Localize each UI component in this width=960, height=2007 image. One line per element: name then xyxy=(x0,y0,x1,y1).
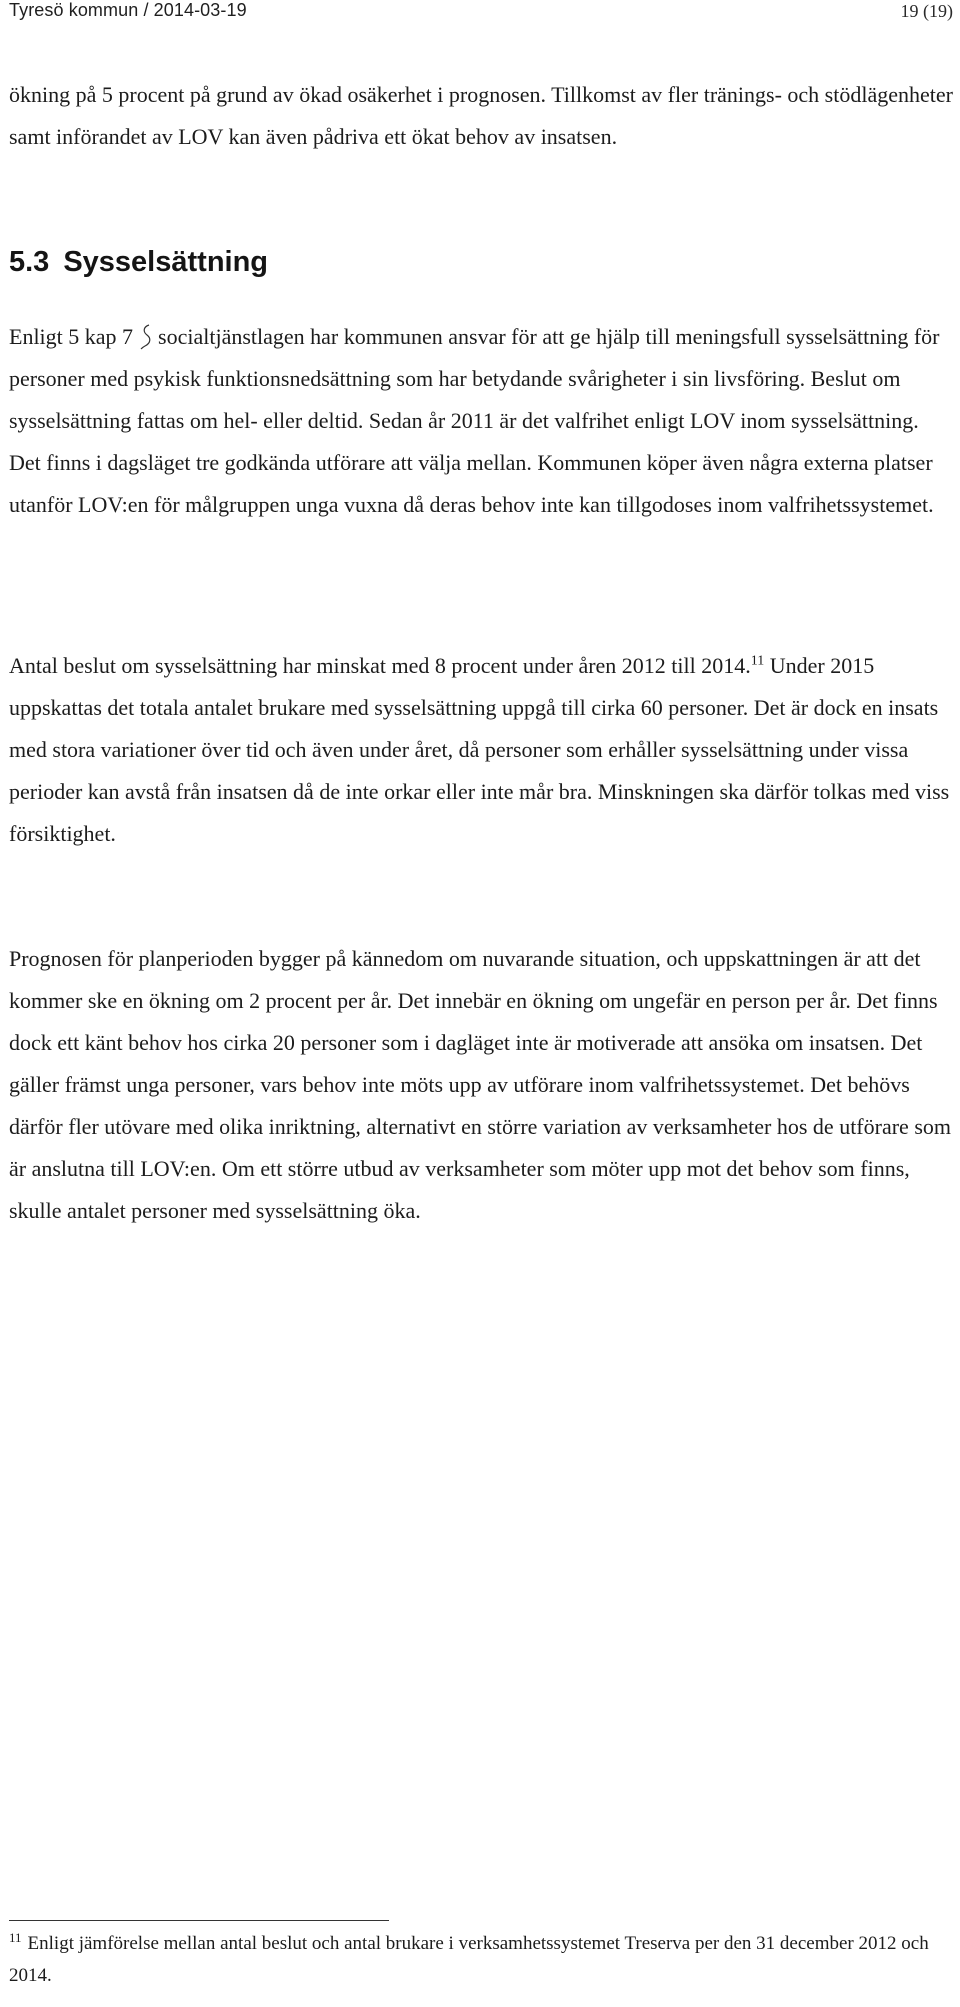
footnote-divider xyxy=(9,1920,389,1921)
paragraph-forecast: Prognosen för planperioden bygger på kännedom om nuvarande situation, och uppskattningen är att det kommer ske en ökning om 2 procent per år. Det innebär en ökning om ungefär en person per år. Det finns dock ett känt behov hos cirka 20 personer som i dagläget inte är motiverade att ansöka om insatsen. Det gäller främst unga personer, vars behov inte möts upp av utförare inom valfrihetssystemet. Det behövs därför fler utövare med olika inriktning, alternativt en större variation av verksamheter hos de utförare som är anslutna till LOV:en. Om ett större utbud av verksamheter som möter upp mot det behov som finns, skulle antalet personer med sysselsättning öka. xyxy=(9,946,951,1223)
footnote xyxy=(9,1928,953,1992)
section-heading xyxy=(9,246,268,279)
section-title: Sysselsättning xyxy=(63,246,269,278)
footnote-reference[interactable]: 11 xyxy=(750,653,765,669)
paragraph-text-part: socialtjänstlagen har kommunen ansvar för att ge hjälp till meningsfull sysselsättning för personer med psykisk funktionsnedsättning som har betydande svårigheter i sin livsföring. Beslut om sysselsättning fattas om hel- eller deltid. Sedan år 2011 är det valfrihet enligt LOV inom sysselsättning. Det finns i dagsläget tre godkända utförare att välja mellan. Kommunen köper även några externa platser utanför LOV:en för målgruppen unga vuxna då deras behov inte kan tillgodoses inom valfrihetssystemet. xyxy=(9,324,940,517)
paragraph-text-part: Enligt 5 kap 7 xyxy=(9,324,134,349)
paragraph-intro: ökning på 5 procent på grund av ökad osäkerhet i prognosen. Tillkomst av fler tränings- och stödlägenheter samt införandet av LOV kan även pådriva ett ökat behov av insatsen. xyxy=(9,82,953,149)
paragraph-text-part: Antal beslut om sysselsättning har minskat med 8 procent under åren 2012 till 2014. xyxy=(9,653,751,678)
paragraph-decision-count xyxy=(9,645,953,855)
paragraph-text-part: Under 2015 uppskattas det totala antalet brukare med sysselsättning uppgå till cirka 60 personer. Det är dock en insats med stora variationer över tid och även under året, då personer som erhåller sysselsättning under vissa perioder kan avstå från insatsen då de inte orkar eller inte mår bra. Minskningen ska därför tolkas med viss försiktighet. xyxy=(9,653,950,846)
section-number: 5.3 xyxy=(9,246,50,278)
page-header xyxy=(9,0,953,30)
paragraph-legal-basis xyxy=(9,316,953,526)
header-org-date: Tyresö kommun / 2014-03-19 xyxy=(9,0,247,20)
footnote-text: Enligt jämförelse mellan antal beslut och antal brukare i verksamhetssystemet Treserva per den 31 december 2012 och 2014. xyxy=(9,1933,929,1986)
footnote-number: 11 xyxy=(9,1929,22,1945)
header-page-number: 19 (19) xyxy=(900,1,953,21)
section-sign-icon xyxy=(139,324,153,350)
